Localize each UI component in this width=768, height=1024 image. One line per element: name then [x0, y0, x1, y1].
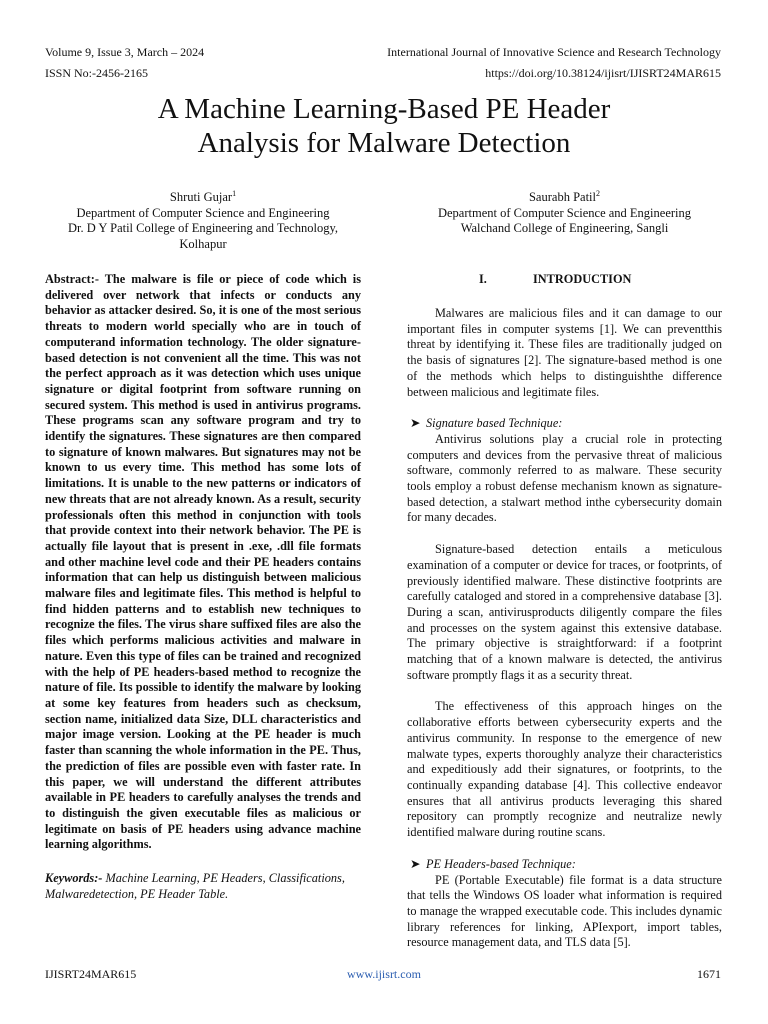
doi-link[interactable]: https://doi.org/10.38124/ijisrt/IJISRT24MAR615: [485, 66, 721, 80]
page-number: 1671: [697, 967, 721, 981]
title-line-1: A Machine Learning-Based PE Header: [157, 93, 611, 125]
author-2-name: Saurabh Patil: [528, 190, 596, 205]
keywords-text: Machine Learning, PE Headers, Classifications, Malwaredetection, PE Header Table.: [45, 871, 345, 901]
author-2-sup: 2: [596, 189, 600, 198]
subheading-pe-headers: [407, 857, 722, 873]
footer-paper-id: IJISRT24MAR615: [45, 967, 137, 981]
abstract: Abstract:- The malware is file or piece of code which is delivered over network that infects or conducts any behavior as attacker desired. So, it is one of the most serious threats to modern world specially who are in touch of computerand information technology. The older signature-based detection is not convenient all the time. This was not the perfect approach as it was detection which uses unique signature or digital footprint from software running on secured system. This method is used in antivirus programs. These programs scan any software program and try to identify the signatures. These signatures are then compared to signature of known malwares. But signatures may not be known to us every time. This method has some lots of limitations. It is unable to the new patterns or indicators of new threats that are not already known. As a result, security professionals often this method in conjunction with tools that provide context into their network behavior. The PE is actually file layout that is present in .exe, .dll file formats and other machine level code and their PE headers contains information that can help us distinguish between malicious malware files and legitimate files. This method is helpful to find hidden patterns and to establish new techniques to recognize the files. The virus share suffixed files are also the files which performs malicious activities and malware in nature. Even this type of files can be trained and recognized with the help of PE headers-based method to recognize the nature of file. Its possible to identify the malware by looking at some key features from headers such as checksum, section name, initialized data Size, DLL characteristics and major image version. Looking at the PE header is much faster than scanning the whole information in the PE. Thus, the prediction of files are possible even with faster rate. In this paper, we will understand the different attributes available in PE headers to carefully analyses the trends and to distinguish the given executable files as malicious or legitimate on basis of PE headers using advance machine learning algorithms.: [45, 272, 361, 852]
section-title: INTRODUCTION: [533, 272, 632, 286]
signature-paragraph-1: Antivirus solutions play a crucial role in protecting computers and devices from the pervasive threat of malicious software, commonly referred to as malware. These security tools employ a robust defense mechanism known as signature-based detection, a stalwart method inthe cybersecurity domain for many decades.: [407, 431, 722, 525]
author-2-name-line: [407, 186, 722, 206]
keywords-label: Keywords:-: [45, 871, 103, 886]
section-number: I.: [479, 272, 487, 286]
author-2: [407, 186, 722, 237]
author-1-dept: Department of Computer Science and Engineering: [76, 205, 330, 220]
author-1-inst: Dr. D Y Patil College of Engineering and Technology,: [67, 221, 339, 236]
pe-paragraph-1: PE (Portable Executable) file format is a data structure that tells the Windows OS loader what information is required to manage the wrapped executable code. This includes dynamic library references for linking, APIexport, import tables, resource management data, and TLS data [5].: [407, 872, 722, 950]
issn: ISSN No:-2456-2165: [45, 66, 149, 80]
author-2-inst: Walchand College of Engineering, Sangli: [460, 221, 669, 236]
left-column: [45, 272, 361, 902]
arrow-bullet-icon: ➤: [410, 856, 421, 871]
author-1: [45, 186, 361, 252]
author-2-dept: Department of Computer Science and Engineering: [437, 205, 692, 220]
intro-paragraph-1: Malwares are malicious files and it can damage to our important files in computer systems [1]. We can preventthis threat by identifying it. These files are traditionally judged on the basis of signatures [2]. The signature-based method is one of the methods which helps to distinguishthe difference between malicious and legitimate files.: [407, 306, 722, 399]
author-1-name-line: [45, 186, 361, 206]
footer-website-link[interactable]: www.ijisrt.com: [347, 967, 421, 981]
volume-info: Volume 9, Issue 3, March – 2024: [45, 45, 205, 59]
title-line-2: Analysis for Malware Detection: [197, 127, 571, 159]
section-heading: [407, 272, 722, 288]
paper-title: [60, 92, 708, 160]
subheading-signature: [407, 416, 722, 432]
signature-paragraph-3: The effectiveness of this approach hinges on the collaborative efforts between cybersecurity experts and the antivirus community. In response to the emergence of new malwate types, experts thoroughly analyze their characteristics and expeditiously add their signatures, or footprints, to the continually expanding database [4]. This collective endeavor ensures that all antivirus products leveraging this shared repository can promptly recognize and neutralize newly identified malware during routine scans.: [407, 699, 722, 840]
author-1-name: Shruti Gujar: [169, 190, 233, 205]
arrow-bullet-icon: ➤: [410, 416, 421, 431]
signature-paragraph-2: Signature-based detection entails a meticulous examination of a computer or device for traces, or footprints, of previously identified malware. These distinctive footprints are carefully cataloged and stored in a comprehensive database [3]. During a scan, antivirusproducts diligently compare the files and processes on the system against this extensive database. The primary objective is straightforward: if a footprint matching that of a known malware is detected, the antivirus software promptly flags it as a security threat.: [407, 542, 722, 682]
journal-name: International Journal of Innovative Science and Research Technology: [387, 45, 721, 59]
author-1-city: Kolhapur: [179, 236, 227, 251]
keywords: [45, 871, 361, 902]
author-1-sup: 1: [232, 189, 237, 198]
subheading-pe-headers-text: PE Headers-based Technique:: [426, 856, 576, 871]
right-column: [407, 272, 722, 951]
subheading-signature-text: Signature based Technique:: [426, 416, 563, 431]
